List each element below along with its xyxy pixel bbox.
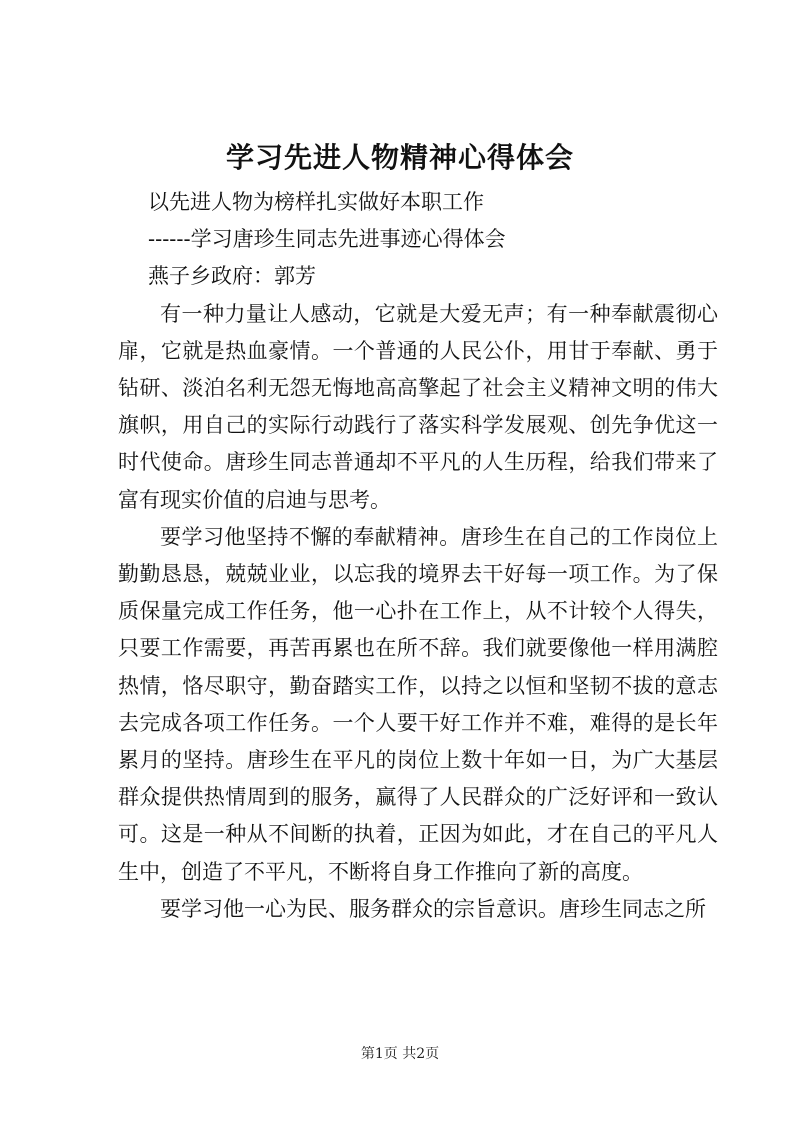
document-title: 学习先进人物精神心得体会 [225, 141, 574, 174]
subtitle: 以先进人物为榜样扎实做好本职工作 [148, 190, 484, 214]
page-number-footer: 第1页 共2页 [360, 1046, 440, 1062]
subtitle-secondary: ------学习唐珍生同志先进事迹心得体会 [148, 227, 506, 252]
document-body [118, 184, 718, 928]
paragraph-3: 要学习他一心为民、服务群众的宗旨意识。唐珍生同志之所 [160, 896, 706, 921]
paragraph-1: 有一种力量让人感动，它就是大爱无声；有一种奉献震彻心扉，它就是热血豪情。一个普通的人民公仆，用甘于奉献、勇于钻研、淡泊名利无怨无悔地高高擎起了社会主义精神文明的伟大旗帜，用自己的实际行动践行了落实科学发展观、创先争优这一时代使命。唐珍生同志普通却不平凡的人生历程，给我们带来了富有现实价值的启迪与思考。 [118, 301, 718, 512]
paragraph-2: 要学习他坚持不懈的奉献精神。唐珍生在自己的工作岗位上勤勤恳恳，兢兢业业，以忘我的境界去干好每一项工作。为了保质保量完成工作任务，他一心扑在工作上，从不计较个人得失，只要工作需要，再苦再累也在所不辞。我们就要像他一样用满腔热情，恪尽职守，勤奋踏实工作，以持之以恒和坚韧不拔的意志去完成各项工作任务。一个人要干好工作并不难，难得的是长年累月的坚持。唐珍生在平凡的岗位上数十年如一日，为广大基层群众提供热情周到的服务，赢得了人民群众的广泛好评和一致认可。这是一种从不间断的执着，正因为如此，才在自己的平凡人生中，创造了不平凡，不断将自身工作推向了新的高度。 [118, 524, 718, 884]
author-line: 燕子乡政府：郭芳 [148, 264, 316, 289]
